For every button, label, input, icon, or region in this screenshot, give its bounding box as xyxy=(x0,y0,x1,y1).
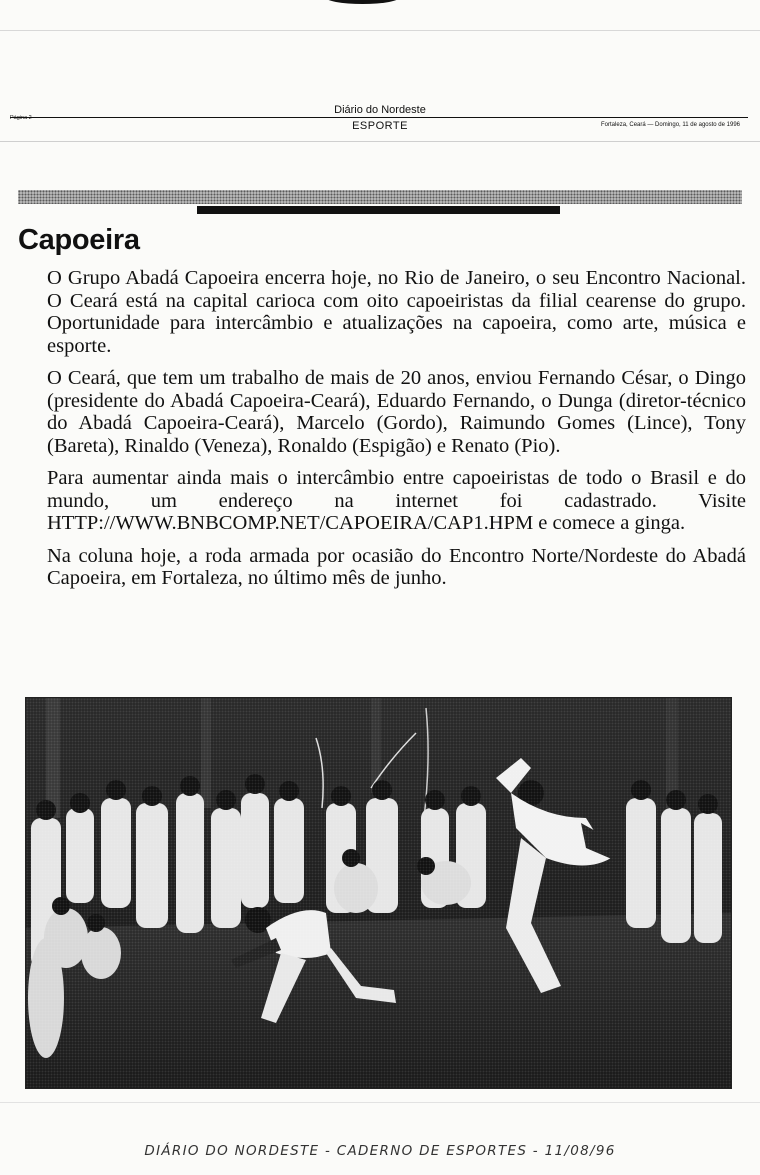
archive-footer: DIÁRIO DO NORDESTE - CADERNO DE ESPORTES - 11/08/96 xyxy=(144,1143,616,1159)
photo-illustration xyxy=(26,698,731,1088)
article-paragraph: O Grupo Abadá Capoeira encerra hoje, no Rio de Janeiro, o seu Encontro Nacional. O Ceará está na capital carioca com oito capoeiristas da filial cearense do grupo. Oportunidade para intercâmbio e atualizações na capoeira, como arte, música e esporte. xyxy=(47,267,746,357)
article-headline: Capoeira xyxy=(18,224,140,256)
column-header-band xyxy=(18,190,742,204)
capoeira-roda-photo xyxy=(25,697,732,1089)
article-paragraph: Na coluna hoje, a roda armada por ocasião do Encontro Norte/Nordeste do Abadá Capoeira, em Fortaleza, no último mês de junho. xyxy=(47,544,746,589)
section-name: ESPORTE xyxy=(352,120,408,132)
top-rule xyxy=(0,30,760,31)
scan-artifact xyxy=(325,0,400,4)
article-body xyxy=(47,267,746,600)
article-paragraph: O Ceará, que tem um trabalho de mais de 20 anos, enviou Fernando César, o Dingo (presidente do Abadá Capoeira-Ceará), Eduardo Fernando, o Dunga (diretor-técnico do Abadá Capoeira-Ceará), Marcelo (Gordo), Raimundo Gomes (Lince), Tony (Bareta), Rinaldo (Veneza), Ronaldo (Espigão) e Renato (Pio). xyxy=(47,367,746,457)
issue-date: Fortaleza, Ceará — Domingo, 11 de agosto de 1996 xyxy=(601,122,740,128)
column-header-bar xyxy=(197,206,560,214)
masthead xyxy=(0,100,760,145)
masthead-rule xyxy=(10,117,748,118)
newspaper-name: Diário do Nordeste xyxy=(334,104,426,116)
bottom-rule xyxy=(0,1102,760,1103)
masthead-bottom-rule xyxy=(0,141,760,142)
page-number: Página 2 xyxy=(10,115,32,121)
article-paragraph: Para aumentar ainda mais o intercâmbio entre capoeiristas de todo o Brasil e do mundo, um endereço na internet foi cadastrado. Visite HTTP://WWW.BNBCOMP.NET/CAPOEIRA/CAP1.HPM e comece a ginga. xyxy=(47,467,746,534)
